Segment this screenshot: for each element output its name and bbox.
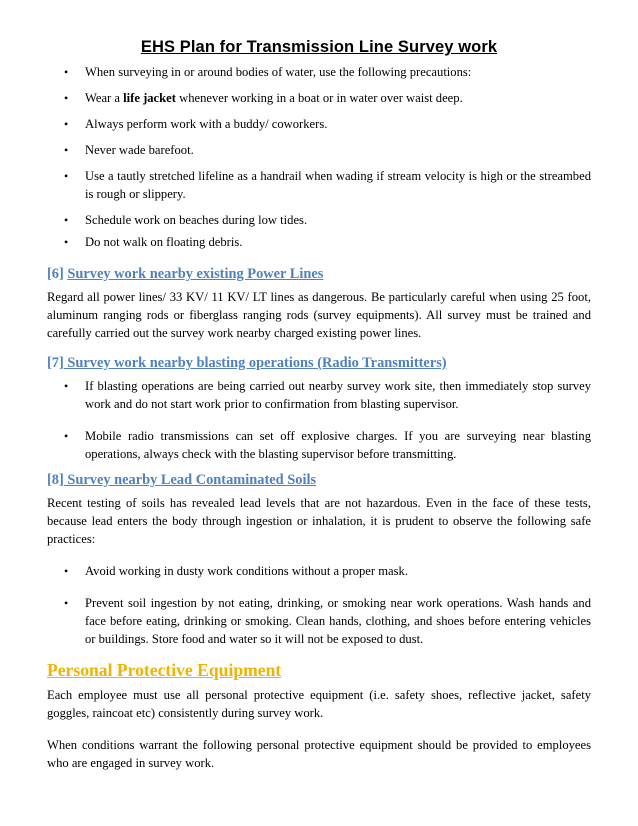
emphasis-text: life jacket [123, 91, 176, 105]
lead-soils-paragraph: Recent testing of soils has revealed lead levels that are not hazardous. Even in the face of these tests, because lead enters the body through ingestion or inhalation, it is prudent to observe the following safe practices: [47, 496, 591, 546]
section-heading-ppe: Personal Protective Equipment [47, 660, 282, 680]
bullet-icon: • [64, 169, 69, 183]
bullet-icon: • [64, 91, 69, 105]
list-item: • If blasting operations are being carried out nearby survey work site, then immediately stop survey work and do not start work prior to confirmation from blasting supervisor. [64, 379, 591, 411]
bullet-icon: • [64, 429, 69, 443]
bullet-icon: • [64, 564, 69, 578]
bullet-icon: • [64, 143, 69, 157]
list-item: • Never wade barefoot. [64, 143, 194, 157]
ppe-paragraph-1: Each employee must use all personal protective equipment (i.e. safety shoes, reflective jacket, safety goggles, raincoat etc) consistently during survey work. [47, 688, 591, 720]
bullet-icon: • [64, 65, 69, 79]
page-title: EHS Plan for Transmission Line Survey work [140, 38, 498, 56]
spacer [47, 548, 591, 562]
section-heading-lead-soils: [8] Survey nearby Lead Contaminated Soils [47, 472, 317, 488]
list-item: • Avoid working in dusty work conditions without a proper mask. [64, 564, 408, 578]
list-item: • Always perform work with a buddy/ coworkers. [64, 117, 328, 131]
bullet-icon: • [64, 235, 69, 249]
document-page [47, 38, 591, 772]
section-heading-blasting: [7] Survey work nearby blasting operations (Radio Transmitters) [47, 355, 447, 371]
lead-soils-list [47, 562, 591, 648]
bullet-icon: • [64, 117, 69, 131]
bullet-icon: • [64, 213, 69, 227]
list-item: • Do not walk on floating debris. [64, 235, 243, 249]
power-lines-paragraph: Regard all power lines/ 33 KV/ 11 KV/ LT lines as dangerous. Be particularly careful when using 25 foot, aluminum ranging rods or fiberglass ranging rods (survey equipments). All survey must be trained and carefully carried out the survey work nearby charged existing power lines. [47, 290, 591, 340]
list-item: • When surveying in or around bodies of water, use the following precautions: [64, 65, 472, 79]
list-item: • Prevent soil ingestion by not eating, drinking, or smoking near work operations. Wash hands and face before eating, drinking or smoking. Clean hands, clothing, and shoes before entering vehicles or buildings. Store food and water so it will not be exposed to dust. [64, 596, 591, 646]
section-heading-power-lines: [6] Survey work nearby existing Power Lines [47, 266, 324, 282]
water-precautions-list [47, 63, 591, 251]
bullet-icon: • [64, 596, 69, 610]
list-item: • Use a tautly stretched lifeline as a handrail when wading if stream velocity is high or the streambed is rough or slippery. [64, 169, 591, 201]
blasting-list [47, 377, 591, 463]
ppe-paragraph-2: When conditions warrant the following personal protective equipment should be provided to employees who are engaged in survey work. [47, 738, 591, 770]
bullet-icon: • [64, 379, 69, 393]
list-item: • Mobile radio transmissions can set off explosive charges. If you are surveying near blasting operations, always check with the blasting supervisor before transmitting. [64, 429, 591, 461]
list-item: • Wear a life jacket whenever working in a boat or in water over waist deep. [64, 91, 463, 105]
spacer [47, 722, 591, 736]
list-item: • Schedule work on beaches during low tides. [64, 213, 308, 227]
